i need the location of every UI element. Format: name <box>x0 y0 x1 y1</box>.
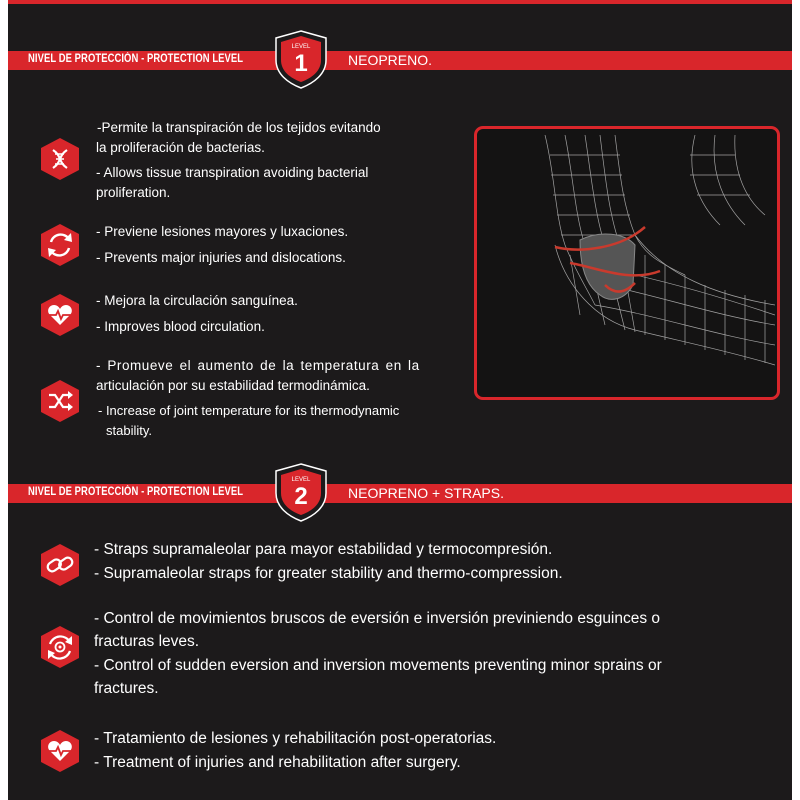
heart-pulse-icon <box>38 728 82 774</box>
product-image-frame <box>474 126 780 400</box>
rotation-target-icon <box>38 624 82 670</box>
level-2-material: NEOPRENO + STRAPS. <box>348 485 504 501</box>
level-1-badge-number: 1 <box>294 50 308 77</box>
level-2-item-1-text: - Straps supramaleolar para mayor estabilidad y termocompresión. - Supramaleolar straps for greater stability and thermo-compression. <box>94 541 563 582</box>
chain-link-icon <box>38 542 82 588</box>
level-1-item-3-text: - Mejora la circulación sanguínea. - Improves blood circulation. <box>96 293 298 334</box>
shuffle-icon <box>38 378 82 424</box>
level-1-badge <box>270 28 332 90</box>
level-2-item-2-text: - Control de movimientos bruscos de eversión e inversión previniendo esguinces o fracturas leves. - Control of sudden eversion and inversion movements preventing minor sprains or fractures. <box>94 610 662 697</box>
level-1-item-1-text: -Permite la transpiración de los tejidos evitando la proliferación de bacterias. - Allows tissue transpiration avoiding bacterial proliferation. <box>96 120 381 200</box>
level-2-label: NIVEL DE PROTECCIÓN - PROTECTION LEVEL <box>28 486 244 498</box>
heart-pulse-icon <box>38 292 82 338</box>
level-2-badge-number: 2 <box>294 483 308 510</box>
refresh-icon <box>38 222 82 268</box>
level-1-material: NEOPRENO. <box>348 52 433 68</box>
elbow-brace <box>555 227 660 299</box>
level-1-band <box>8 51 792 70</box>
level-1-badge-caption: LEVEL <box>291 44 311 50</box>
level-1-item-4-text: - Promueve el aumento de la temperatura en la articulación por su estabilidad termodinámica. - Increase of joint temperature for its thermodynamic stability. <box>96 358 420 438</box>
product-feature-panel <box>8 0 792 800</box>
level-2-badge-caption: LEVEL <box>291 477 311 483</box>
level-2-item-3-text: - Tratamiento de lesiones y rehabilitación post-operatorias. - Treatment of injuries and rehabilitation after surgery. <box>94 730 497 771</box>
dna-icon <box>38 136 82 182</box>
top-accent-line <box>8 0 792 4</box>
level-1-item-2-text: - Previene lesiones mayores y luxaciones. - Prevents major injuries and dislocations. <box>96 224 349 265</box>
elbow-wireframe-illustration <box>485 135 775 397</box>
level-2-badge <box>270 461 332 523</box>
level-1-label: NIVEL DE PROTECCIÓN - PROTECTION LEVEL <box>28 53 244 65</box>
level-2-band <box>8 484 792 503</box>
